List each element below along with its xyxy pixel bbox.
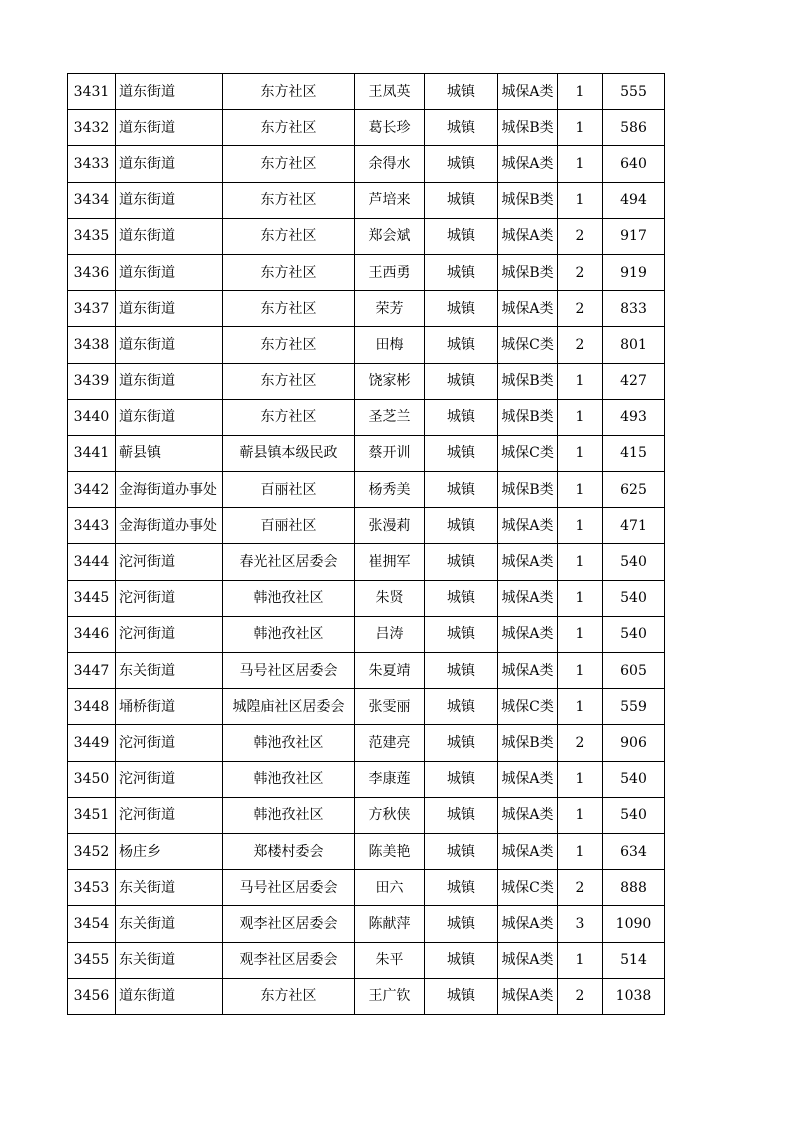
community-cell: 东方社区 [223,146,355,182]
community-cell: 东方社区 [223,291,355,327]
name-cell: 蔡开训 [355,435,425,471]
name-cell: 吕涛 [355,616,425,652]
row-number: 3455 [68,942,116,978]
table-body [68,74,665,1015]
category-cell: 城保B类 [498,110,558,146]
amount-cell: 906 [603,725,665,761]
table-row [68,689,665,725]
category-cell: 城保A类 [498,291,558,327]
amount-cell: 634 [603,833,665,869]
name-cell: 杨秀美 [355,472,425,508]
category-cell: 城保A类 [498,146,558,182]
table-row [68,218,665,254]
row-number: 3452 [68,833,116,869]
row-number: 3437 [68,291,116,327]
community-cell: 韩池孜社区 [223,761,355,797]
name-cell: 朱夏靖 [355,653,425,689]
household-type-cell: 城镇 [425,725,498,761]
table-row [68,182,665,218]
community-cell: 韩池孜社区 [223,725,355,761]
household-type-cell: 城镇 [425,182,498,218]
table-row [68,544,665,580]
street-cell: 东关街道 [116,906,223,942]
name-cell: 陈美艳 [355,833,425,869]
category-cell: 城保B类 [498,254,558,290]
community-cell: 韩池孜社区 [223,616,355,652]
person-count-cell: 1 [558,399,603,435]
street-cell: 道东街道 [116,110,223,146]
person-count-cell: 1 [558,797,603,833]
street-cell: 东关街道 [116,653,223,689]
street-cell: 道东街道 [116,254,223,290]
household-type-cell: 城镇 [425,218,498,254]
street-cell: 杨庄乡 [116,833,223,869]
category-cell: 城保A类 [498,906,558,942]
household-type-cell: 城镇 [425,580,498,616]
category-cell: 城保A类 [498,74,558,110]
row-number: 3450 [68,761,116,797]
table-row [68,508,665,544]
name-cell: 范建亮 [355,725,425,761]
street-cell: 道东街道 [116,327,223,363]
name-cell: 余得水 [355,146,425,182]
household-type-cell: 城镇 [425,435,498,471]
name-cell: 朱贤 [355,580,425,616]
street-cell: 道东街道 [116,363,223,399]
row-number: 3445 [68,580,116,616]
name-cell: 王广钦 [355,978,425,1014]
table-row [68,978,665,1014]
person-count-cell: 1 [558,653,603,689]
amount-cell: 555 [603,74,665,110]
name-cell: 田梅 [355,327,425,363]
household-type-cell: 城镇 [425,399,498,435]
row-number: 3440 [68,399,116,435]
person-count-cell: 1 [558,761,603,797]
person-count-cell: 1 [558,689,603,725]
amount-cell: 586 [603,110,665,146]
household-type-cell: 城镇 [425,327,498,363]
person-count-cell: 2 [558,291,603,327]
amount-cell: 493 [603,399,665,435]
household-type-cell: 城镇 [425,616,498,652]
amount-cell: 540 [603,580,665,616]
name-cell: 圣芝兰 [355,399,425,435]
street-cell: 沱河街道 [116,725,223,761]
community-cell: 马号社区居委会 [223,653,355,689]
row-number: 3432 [68,110,116,146]
category-cell: 城保A类 [498,508,558,544]
category-cell: 城保A类 [498,761,558,797]
person-count-cell: 3 [558,906,603,942]
table-row [68,870,665,906]
row-number: 3435 [68,218,116,254]
category-cell: 城保A类 [498,978,558,1014]
community-cell: 韩池孜社区 [223,797,355,833]
person-count-cell: 2 [558,725,603,761]
name-cell: 王凤英 [355,74,425,110]
name-cell: 葛长珍 [355,110,425,146]
table-row [68,725,665,761]
table-row [68,327,665,363]
household-type-cell: 城镇 [425,291,498,327]
community-cell: 春光社区居委会 [223,544,355,580]
row-number: 3433 [68,146,116,182]
category-cell: 城保A类 [498,616,558,652]
category-cell: 城保C类 [498,435,558,471]
name-cell: 王西勇 [355,254,425,290]
amount-cell: 494 [603,182,665,218]
household-type-cell: 城镇 [425,870,498,906]
household-type-cell: 城镇 [425,544,498,580]
amount-cell: 540 [603,616,665,652]
community-cell: 东方社区 [223,978,355,1014]
row-number: 3447 [68,653,116,689]
table-row [68,580,665,616]
person-count-cell: 1 [558,182,603,218]
household-type-cell: 城镇 [425,363,498,399]
community-cell: 马号社区居委会 [223,870,355,906]
amount-cell: 559 [603,689,665,725]
street-cell: 沱河街道 [116,544,223,580]
name-cell: 张漫莉 [355,508,425,544]
table-row [68,110,665,146]
amount-cell: 640 [603,146,665,182]
street-cell: 道东街道 [116,399,223,435]
person-count-cell: 2 [558,978,603,1014]
row-number: 3439 [68,363,116,399]
table-row [68,616,665,652]
name-cell: 饶家彬 [355,363,425,399]
amount-cell: 514 [603,942,665,978]
table-row [68,472,665,508]
community-cell: 韩池孜社区 [223,580,355,616]
name-cell: 陈献萍 [355,906,425,942]
household-type-cell: 城镇 [425,797,498,833]
household-type-cell: 城镇 [425,689,498,725]
name-cell: 荣芳 [355,291,425,327]
table-row [68,74,665,110]
data-table [67,73,665,1015]
amount-cell: 540 [603,761,665,797]
amount-cell: 471 [603,508,665,544]
person-count-cell: 1 [558,508,603,544]
household-type-cell: 城镇 [425,146,498,182]
row-number: 3449 [68,725,116,761]
category-cell: 城保C类 [498,870,558,906]
person-count-cell: 1 [558,942,603,978]
amount-cell: 540 [603,544,665,580]
street-cell: 沱河街道 [116,761,223,797]
amount-cell: 415 [603,435,665,471]
category-cell: 城保C类 [498,689,558,725]
category-cell: 城保A类 [498,218,558,254]
table-row [68,399,665,435]
community-cell: 东方社区 [223,327,355,363]
person-count-cell: 1 [558,74,603,110]
street-cell: 沱河街道 [116,797,223,833]
name-cell: 郑会斌 [355,218,425,254]
amount-cell: 427 [603,363,665,399]
table-row [68,435,665,471]
category-cell: 城保B类 [498,472,558,508]
person-count-cell: 2 [558,870,603,906]
category-cell: 城保B类 [498,363,558,399]
community-cell: 观李社区居委会 [223,942,355,978]
household-type-cell: 城镇 [425,653,498,689]
street-cell: 埇桥街道 [116,689,223,725]
household-type-cell: 城镇 [425,74,498,110]
row-number: 3442 [68,472,116,508]
community-cell: 东方社区 [223,218,355,254]
table-row [68,653,665,689]
street-cell: 道东街道 [116,218,223,254]
category-cell: 城保B类 [498,725,558,761]
category-cell: 城保A类 [498,942,558,978]
street-cell: 金海街道办事处 [116,508,223,544]
table-row [68,833,665,869]
street-cell: 道东街道 [116,182,223,218]
person-count-cell: 1 [558,363,603,399]
category-cell: 城保B类 [498,399,558,435]
category-cell: 城保A类 [498,544,558,580]
community-cell: 观李社区居委会 [223,906,355,942]
row-number: 3431 [68,74,116,110]
amount-cell: 540 [603,797,665,833]
person-count-cell: 1 [558,544,603,580]
row-number: 3443 [68,508,116,544]
street-cell: 东关街道 [116,942,223,978]
person-count-cell: 2 [558,327,603,363]
street-cell: 道东街道 [116,74,223,110]
row-number: 3444 [68,544,116,580]
row-number: 3436 [68,254,116,290]
table-row [68,761,665,797]
category-cell: 城保A类 [498,653,558,689]
row-number: 3446 [68,616,116,652]
community-cell: 百丽社区 [223,472,355,508]
table-row [68,906,665,942]
row-number: 3438 [68,327,116,363]
amount-cell: 1090 [603,906,665,942]
community-cell: 东方社区 [223,399,355,435]
table-row [68,254,665,290]
person-count-cell: 1 [558,146,603,182]
street-cell: 道东街道 [116,291,223,327]
household-type-cell: 城镇 [425,254,498,290]
name-cell: 李康莲 [355,761,425,797]
name-cell: 芦培来 [355,182,425,218]
street-cell: 沱河街道 [116,616,223,652]
household-type-cell: 城镇 [425,508,498,544]
street-cell: 沱河街道 [116,580,223,616]
person-count-cell: 1 [558,110,603,146]
table-row [68,291,665,327]
community-cell: 百丽社区 [223,508,355,544]
amount-cell: 888 [603,870,665,906]
category-cell: 城保B类 [498,182,558,218]
household-type-cell: 城镇 [425,833,498,869]
table-row [68,797,665,833]
table-row [68,942,665,978]
community-cell: 东方社区 [223,110,355,146]
amount-cell: 605 [603,653,665,689]
row-number: 3448 [68,689,116,725]
community-cell: 东方社区 [223,182,355,218]
table-row [68,363,665,399]
community-cell: 郑楼村委会 [223,833,355,869]
row-number: 3454 [68,906,116,942]
name-cell: 朱平 [355,942,425,978]
person-count-cell: 1 [558,580,603,616]
category-cell: 城保C类 [498,327,558,363]
person-count-cell: 1 [558,435,603,471]
person-count-cell: 1 [558,833,603,869]
street-cell: 道东街道 [116,146,223,182]
street-cell: 蕲县镇 [116,435,223,471]
amount-cell: 801 [603,327,665,363]
household-type-cell: 城镇 [425,906,498,942]
household-type-cell: 城镇 [425,472,498,508]
amount-cell: 919 [603,254,665,290]
person-count-cell: 1 [558,616,603,652]
category-cell: 城保A类 [498,833,558,869]
community-cell: 蕲县镇本级民政 [223,435,355,471]
row-number: 3451 [68,797,116,833]
household-type-cell: 城镇 [425,978,498,1014]
person-count-cell: 2 [558,254,603,290]
amount-cell: 1038 [603,978,665,1014]
community-cell: 城隍庙社区居委会 [223,689,355,725]
person-count-cell: 1 [558,472,603,508]
row-number: 3434 [68,182,116,218]
category-cell: 城保A类 [498,797,558,833]
row-number: 3453 [68,870,116,906]
community-cell: 东方社区 [223,363,355,399]
amount-cell: 833 [603,291,665,327]
table-row [68,146,665,182]
street-cell: 东关街道 [116,870,223,906]
community-cell: 东方社区 [223,254,355,290]
street-cell: 道东街道 [116,978,223,1014]
amount-cell: 625 [603,472,665,508]
name-cell: 田六 [355,870,425,906]
household-type-cell: 城镇 [425,942,498,978]
household-type-cell: 城镇 [425,110,498,146]
person-count-cell: 2 [558,218,603,254]
name-cell: 张雯丽 [355,689,425,725]
name-cell: 方秋侠 [355,797,425,833]
category-cell: 城保A类 [498,580,558,616]
amount-cell: 917 [603,218,665,254]
household-type-cell: 城镇 [425,761,498,797]
name-cell: 崔拥军 [355,544,425,580]
community-cell: 东方社区 [223,74,355,110]
row-number: 3441 [68,435,116,471]
row-number: 3456 [68,978,116,1014]
street-cell: 金海街道办事处 [116,472,223,508]
